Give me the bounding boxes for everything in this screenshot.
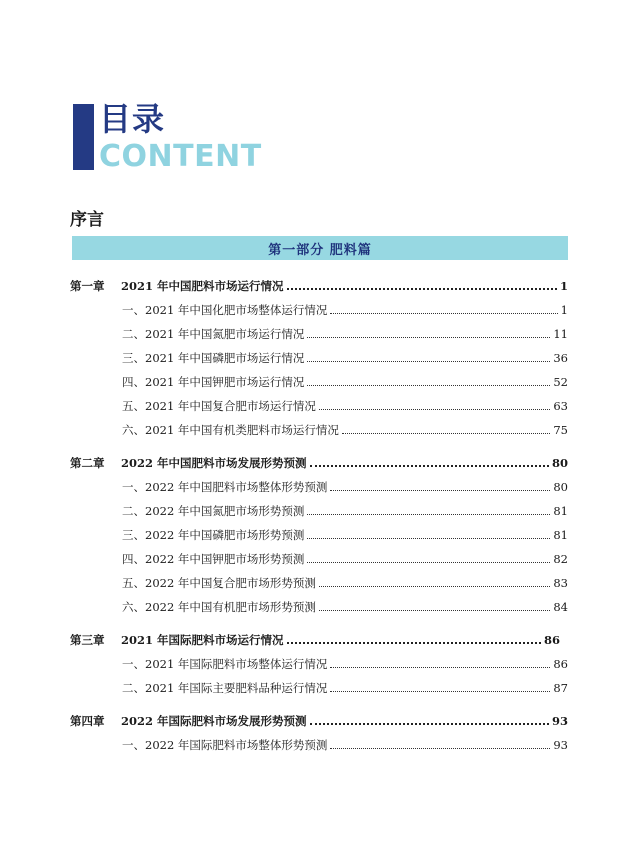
toc-entry[interactable] [122,423,568,437]
entry-title: 二、2021 年国际主要肥料品种运行情况 [122,681,328,695]
leader-dots [307,384,550,386]
leader-dots [310,464,549,467]
chapter-number: 第四章 [70,714,105,728]
leader-dots [287,641,541,644]
toc-entry[interactable] [122,327,568,341]
entry-title: 二、2021 年中国氮肥市场运行情况 [122,327,305,341]
toc-entry[interactable] [122,738,568,752]
page-number: 83 [553,576,568,590]
toc-chapter-1[interactable] [70,279,568,293]
page-number: 52 [553,375,568,389]
part-banner: 第一部分 肥料篇 [72,236,568,260]
page-number: 93 [551,714,568,728]
entry-title: 一、2022 年中国肥料市场整体形势预测 [122,480,328,494]
entry-title: 四、2021 年中国钾肥市场运行情况 [122,375,305,389]
entry-title: 六、2021 年中国有机类肥料市场运行情况 [122,423,339,437]
page-number: 1 [560,303,568,317]
page-number: 63 [553,399,568,413]
chapter-number: 第二章 [70,456,105,470]
page-number: 84 [553,600,568,614]
page-title: 目录 [99,100,166,138]
toc-chapter-3[interactable] [70,633,560,647]
entry-title: 三、2022 年中国磷肥市场形势预测 [122,528,305,542]
toc-entry[interactable] [122,576,568,590]
toc-chapter-4[interactable] [70,714,568,728]
title-accent-bar [73,104,94,170]
chapter-title: 2022 年国际肥料市场发展形势预测 [121,714,307,728]
toc-entry[interactable] [122,657,568,671]
page-number: 80 [553,480,568,494]
page-number: 82 [553,552,568,566]
page-number: 80 [551,456,568,470]
entry-title: 一、2021 年中国化肥市场整体运行情况 [122,303,328,317]
entry-title: 二、2022 年中国氮肥市场形势预测 [122,504,305,518]
entry-title: 四、2022 年中国钾肥市场形势预测 [122,552,305,566]
toc-entry[interactable] [122,375,568,389]
leader-dots [319,408,550,410]
leader-dots [330,312,557,314]
page-number: 1 [559,279,568,293]
toc-entry[interactable] [122,552,568,566]
page-number: 93 [553,738,568,752]
entry-title: 一、2021 年国际肥料市场整体运行情况 [122,657,328,671]
page-number: 11 [553,327,568,341]
leader-dots [307,336,550,338]
entry-title: 五、2022 年中国复合肥市场形势预测 [122,576,316,590]
toc-entry[interactable] [122,528,568,542]
toc-entry[interactable] [122,303,568,317]
leader-dots [310,722,549,725]
entry-title: 五、2021 年中国复合肥市场运行情况 [122,399,316,413]
leader-dots [330,747,550,749]
page-number: 81 [553,504,568,518]
leader-dots [287,287,557,290]
toc-entry[interactable] [122,681,568,695]
chapter-number: 第三章 [70,633,105,647]
page-subtitle: CONTENT [99,139,262,174]
page-number: 36 [553,351,568,365]
toc-entry[interactable] [122,399,568,413]
chapter-number: 第一章 [70,279,105,293]
leader-dots [319,585,550,587]
leader-dots [307,561,550,563]
leader-dots [330,666,550,668]
entry-title: 一、2022 年国际肥料市场整体形势预测 [122,738,328,752]
leader-dots [307,537,550,539]
toc-entry[interactable] [122,351,568,365]
entry-title: 六、2022 年中国有机肥市场形势预测 [122,600,316,614]
page-number: 87 [553,681,568,695]
page-number: 75 [553,423,568,437]
leader-dots [319,609,550,611]
leader-dots [330,690,550,692]
toc-preface[interactable]: 序言 [70,210,104,230]
chapter-title: 2022 年中国肥料市场发展形势预测 [121,456,307,470]
page-number: 86 [543,633,560,647]
toc-entry[interactable] [122,504,568,518]
leader-dots [342,432,550,434]
leader-dots [307,360,550,362]
toc-chapter-2[interactable] [70,456,568,470]
entry-title: 三、2021 年中国磷肥市场运行情况 [122,351,305,365]
toc-entry[interactable] [122,480,568,494]
leader-dots [330,489,550,491]
chapter-title: 2021 年中国肥料市场运行情况 [121,279,284,293]
page-number: 86 [553,657,568,671]
leader-dots [307,513,550,515]
toc-entry[interactable] [122,600,568,614]
page-number: 81 [553,528,568,542]
chapter-title: 2021 年国际肥料市场运行情况 [121,633,284,647]
